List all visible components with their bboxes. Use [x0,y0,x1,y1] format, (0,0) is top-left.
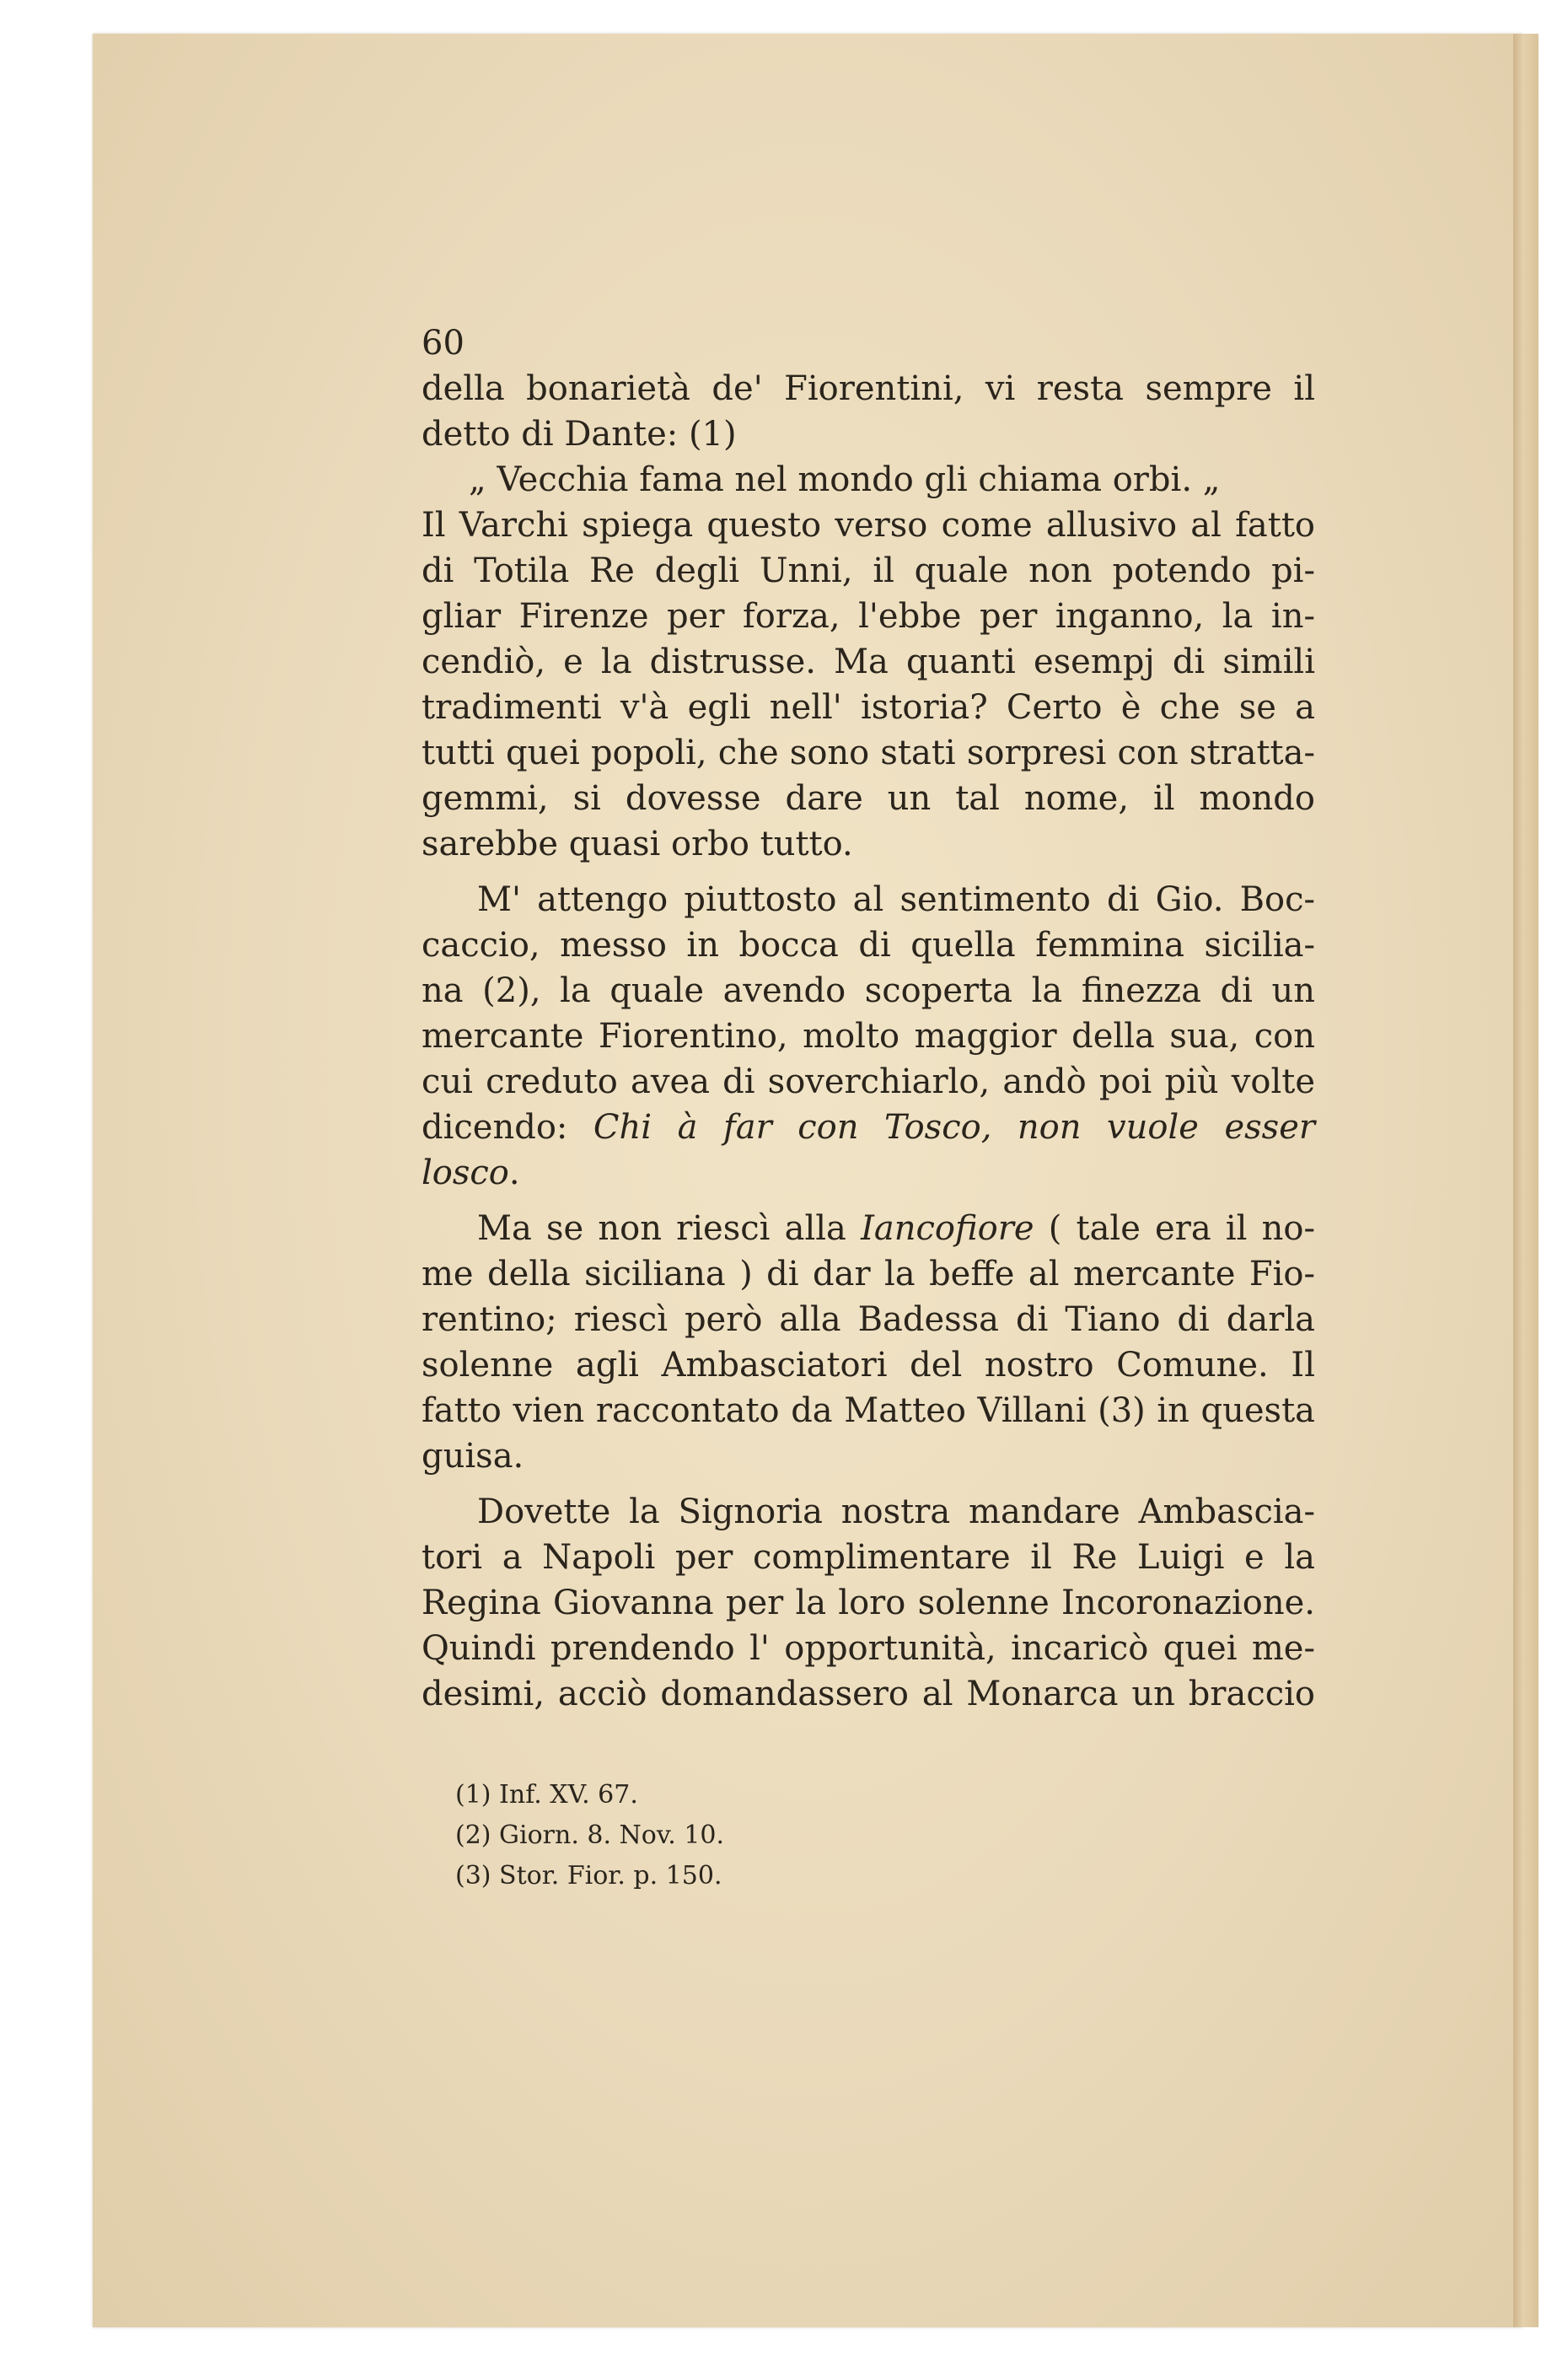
text-line: gemmi, si dovesse dare un tal nome, il mondo [422,779,1315,818]
footnote: (2) Giorn. 8. Nov. 10. [455,1820,725,1850]
text-line: guisa. [422,1437,524,1476]
text-fragment: dicendo: [422,1108,593,1147]
text-line: tradimenti v'à egli nell' istoria? Certo è che se a [422,688,1315,727]
text-line: M' attengo piuttosto al sentimento di Gio. Boc- [477,880,1315,919]
text-line [422,1206,1315,1251]
text-line: della bonarietà de' Fiorentini, vi resta sempre il [422,369,1315,408]
main-text-block [422,320,1315,1717]
text-line: desimi, acciò domandassero al Monarca un braccio [422,1675,1315,1713]
text-line: gliar Firenze per forza, l'ebbe per inganno, la in- [422,597,1315,636]
text-line: tutti quei popoli, che sono stati sorpresi con stratta- [422,734,1315,772]
italic-quote-continuation: losco [422,1154,509,1192]
page-binding-edge [1513,34,1538,2327]
text-line: cui creduto avea di soverchiarlo, andò poi più volte [422,1062,1315,1101]
text-line: detto di Dante: (1) [422,415,737,454]
text-line: di Totila Re degli Unni, il quale non potendo pi- [422,551,1315,590]
footnote: (1) Inf. XV. 67. [455,1780,638,1810]
text-line: mercante Fiorentino, molto maggior della sua, con [422,1017,1315,1056]
text-fragment: Ma se non riescì alla [477,1209,862,1248]
text-line: sarebbe quasi orbo tutto. [422,825,853,863]
text-line: tori a Napoli per complimentare il Re Luigi e la [422,1538,1315,1577]
text-line: Regina Giovanna per la loro solenne Incoronazione. [422,1584,1315,1622]
text-line: rentino; riescì però alla Badessa di Tiano di darla [422,1300,1315,1339]
text-line: cendiò, e la distrusse. Ma quanti esempj di simili [422,643,1315,681]
italic-name: Iancofiore [861,1209,1034,1248]
text-line: na (2), la quale avendo scoperta la finezza di un [422,971,1315,1010]
text-line: Dovette la Signoria nostra mandare Ambascia- [477,1492,1315,1531]
text-fragment: . [508,1154,520,1192]
footnotes [455,1775,724,1896]
text-line: fatto vien raccontato da Matteo Villani (3) in questa [422,1391,1315,1430]
text-line [422,1150,1315,1196]
text-line-italic-quote [422,1105,1315,1150]
dante-quote-line: „ Vecchia fama nel mondo gli chiama orbi. „ [469,460,1221,499]
text-line: me della siciliana ) di dar la beffe al mercante Fio- [422,1255,1315,1293]
text-line: caccio, messo in bocca di quella femmina sicilia- [422,926,1315,965]
text-line: solenne agli Ambasciatori del nostro Comune. Il [422,1346,1315,1385]
page-number: 60 [422,324,464,363]
text-line: Il Varchi spiega questo verso come allusivo al fatto [422,506,1315,545]
footnote: (3) Stor. Fior. p. 150. [455,1861,722,1890]
italic-quote: Chi à far con Tosco, non vuole esser [593,1108,1315,1147]
text-fragment: ( tale era il no- [1034,1209,1315,1248]
text-line: Quindi prendendo l' opportunità, incaricò quei me- [422,1629,1315,1668]
